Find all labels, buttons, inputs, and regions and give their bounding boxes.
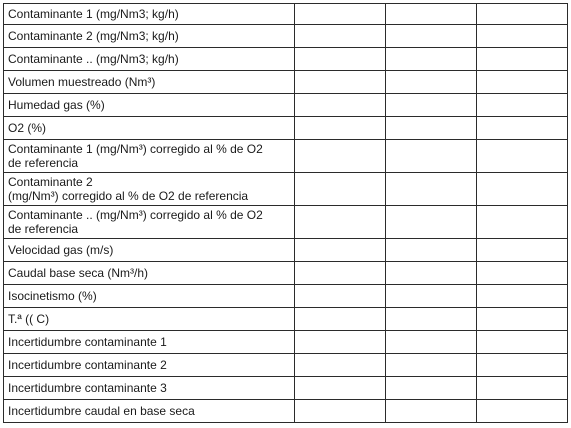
value-cell-3 xyxy=(477,239,568,262)
table-row xyxy=(4,206,568,239)
value-cell-1 xyxy=(295,94,386,117)
row-label: T.ª (( C) xyxy=(4,308,295,331)
row-label: Contaminante .. (mg/Nm³) corregido al % de O2 de referencia xyxy=(4,206,295,239)
value-cell-3 xyxy=(477,117,568,140)
value-cell-2 xyxy=(386,71,477,94)
value-cell-1 xyxy=(295,206,386,239)
value-cell-2 xyxy=(386,239,477,262)
value-cell-1 xyxy=(295,117,386,140)
value-cell-2 xyxy=(386,4,477,25)
row-label: Contaminante 2 (mg/Nm3; kg/h) xyxy=(4,25,295,48)
value-cell-1 xyxy=(295,48,386,71)
value-cell-3 xyxy=(477,400,568,423)
row-label: Isocinetismo (%) xyxy=(4,285,295,308)
value-cell-3 xyxy=(477,94,568,117)
value-cell-1 xyxy=(295,173,386,206)
value-cell-2 xyxy=(386,206,477,239)
row-label: Contaminante 1 (mg/Nm3; kg/h) xyxy=(4,4,295,25)
value-cell-1 xyxy=(295,285,386,308)
table-row xyxy=(4,331,568,354)
table-row xyxy=(4,48,568,71)
row-label: O2 (%) xyxy=(4,117,295,140)
value-cell-3 xyxy=(477,262,568,285)
value-cell-2 xyxy=(386,94,477,117)
table-row xyxy=(4,117,568,140)
table-row xyxy=(4,71,568,94)
table-row xyxy=(4,262,568,285)
value-cell-2 xyxy=(386,354,477,377)
value-cell-2 xyxy=(386,308,477,331)
table-row xyxy=(4,173,568,206)
value-cell-2 xyxy=(386,48,477,71)
value-cell-1 xyxy=(295,377,386,400)
value-cell-3 xyxy=(477,173,568,206)
value-cell-2 xyxy=(386,400,477,423)
value-cell-3 xyxy=(477,285,568,308)
row-label: Contaminante 1 (mg/Nm³) corregido al % de O2 de referencia xyxy=(4,140,295,173)
table-row xyxy=(4,285,568,308)
table-row xyxy=(4,377,568,400)
table-row xyxy=(4,308,568,331)
table-row xyxy=(4,4,568,25)
row-label: Incertidumbre caudal en base seca xyxy=(4,400,295,423)
value-cell-2 xyxy=(386,285,477,308)
value-cell-3 xyxy=(477,4,568,25)
value-cell-1 xyxy=(295,71,386,94)
value-cell-3 xyxy=(477,331,568,354)
value-cell-2 xyxy=(386,377,477,400)
measurement-results-table xyxy=(3,3,568,423)
row-label: Velocidad gas (m/s) xyxy=(4,239,295,262)
row-label: Contaminante .. (mg/Nm3; kg/h) xyxy=(4,48,295,71)
value-cell-1 xyxy=(295,331,386,354)
value-cell-3 xyxy=(477,206,568,239)
row-label: Caudal base seca (Nm³/h) xyxy=(4,262,295,285)
table-row xyxy=(4,140,568,173)
value-cell-3 xyxy=(477,354,568,377)
table-body xyxy=(4,4,568,423)
value-cell-3 xyxy=(477,71,568,94)
row-label: Volumen muestreado (Nm³) xyxy=(4,71,295,94)
value-cell-3 xyxy=(477,140,568,173)
row-label: Incertidumbre contaminante 2 xyxy=(4,354,295,377)
value-cell-3 xyxy=(477,48,568,71)
table-row xyxy=(4,354,568,377)
row-label: Incertidumbre contaminante 1 xyxy=(4,331,295,354)
value-cell-1 xyxy=(295,25,386,48)
value-cell-3 xyxy=(477,25,568,48)
value-cell-1 xyxy=(295,354,386,377)
row-label: Contaminante 2 (mg/Nm³) corregido al % de O2 de referencia xyxy=(4,173,295,206)
row-label: Incertidumbre contaminante 3 xyxy=(4,377,295,400)
value-cell-2 xyxy=(386,262,477,285)
row-label: Humedad gas (%) xyxy=(4,94,295,117)
table-row xyxy=(4,239,568,262)
table-row xyxy=(4,94,568,117)
value-cell-1 xyxy=(295,308,386,331)
value-cell-2 xyxy=(386,117,477,140)
value-cell-3 xyxy=(477,308,568,331)
value-cell-2 xyxy=(386,140,477,173)
value-cell-1 xyxy=(295,140,386,173)
value-cell-2 xyxy=(386,25,477,48)
value-cell-2 xyxy=(386,331,477,354)
table-row xyxy=(4,25,568,48)
value-cell-1 xyxy=(295,262,386,285)
value-cell-2 xyxy=(386,173,477,206)
value-cell-1 xyxy=(295,4,386,25)
value-cell-3 xyxy=(477,377,568,400)
value-cell-1 xyxy=(295,400,386,423)
value-cell-1 xyxy=(295,239,386,262)
table-row xyxy=(4,400,568,423)
